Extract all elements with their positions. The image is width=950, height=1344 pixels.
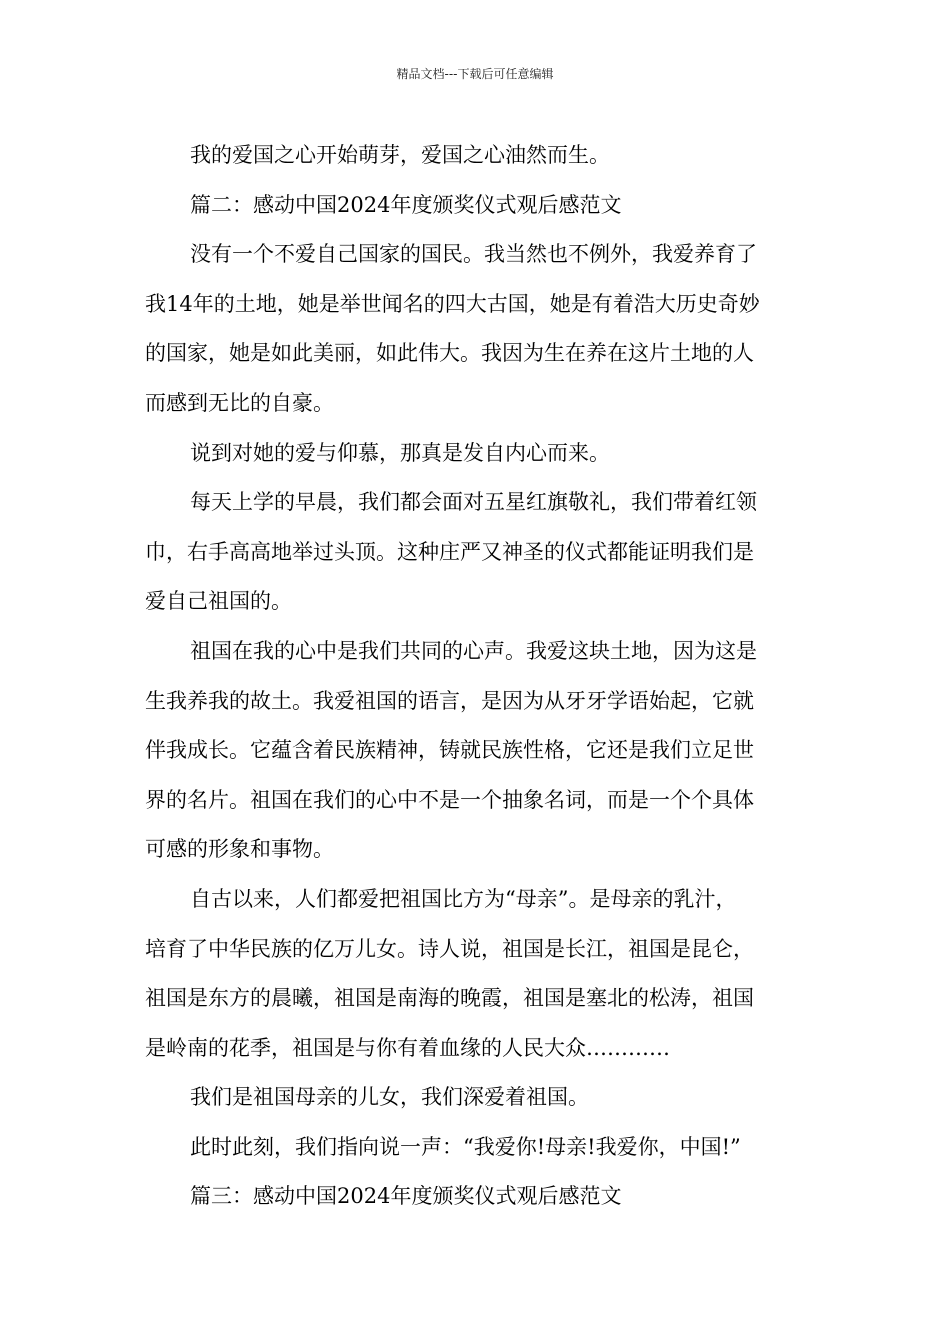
text-line: 培育了中华民族的亿万儿女。诗人说，祖国是长江，祖国是昆仑，	[145, 936, 754, 961]
text-line: 我们是祖国母亲的儿女，我们深爱着祖国。	[190, 1085, 589, 1110]
text-line: 每天上学的早晨，我们都会面对五星红旗敬礼，我们带着红领	[190, 490, 757, 515]
text-line: 可感的形象和事物。	[145, 837, 334, 862]
text-line: 祖国在我的心中是我们共同的心声。我爱这块土地，因为这是	[190, 638, 757, 663]
text-line: 我的爱国之心开始萌芽，爱国之心油然而生。	[190, 143, 610, 167]
text-line: 生我养我的故土。我爱祖国的语言，是因为从牙牙学语始起，它就	[145, 688, 754, 713]
section-heading: 篇二：感动中国2024年度颁奖仪式观后感范文	[190, 192, 622, 217]
text-line: 没有一个不爱自己国家的国民。我当然也不例外，我爱养育了	[190, 242, 757, 267]
section-heading: 篇三：感动中国2024年度颁奖仪式观后感范文	[190, 1184, 622, 1209]
text-line: 是岭南的花季，祖国是与你有着血缘的人民大众…………	[145, 1035, 670, 1060]
text-line: 爱自己祖国的。	[145, 589, 292, 614]
text-line: 而感到无比的自豪。	[145, 390, 334, 415]
text-line: 自古以来，人们都爱把祖国比方为“母亲”。是母亲的乳汁，	[190, 886, 737, 911]
text-line: 我14年的土地，她是举世闻名的四大古国，她是有着浩大历史奇妙	[145, 291, 760, 316]
text-line: 祖国是东方的晨曦，祖国是南海的晚霞，祖国是塞北的松涛，祖国	[145, 986, 754, 1011]
page-header: 精品文档---下载后可任意编辑	[396, 67, 554, 81]
text-line: 说到对她的爱与仰慕，那真是发自内心而来。	[190, 440, 610, 465]
text-line: 伴我成长。它蕴含着民族精神，铸就民族性格，它还是我们立足世	[145, 738, 754, 763]
text-line: 此时此刻，我们指向说一声：“我爱你!母亲!我爱你，中国!”	[190, 1134, 741, 1159]
text-line: 巾，右手高高地举过头顶。这种庄严又神圣的仪式都能证明我们是	[145, 539, 754, 564]
text-line: 的国家，她是如此美丽，如此伟大。我因为生在养在这片土地的人	[145, 341, 754, 366]
text-line: 界的名片。祖国在我们的心中不是一个抽象名词，而是一个个具体	[145, 787, 754, 812]
document-body	[145, 131, 810, 1222]
